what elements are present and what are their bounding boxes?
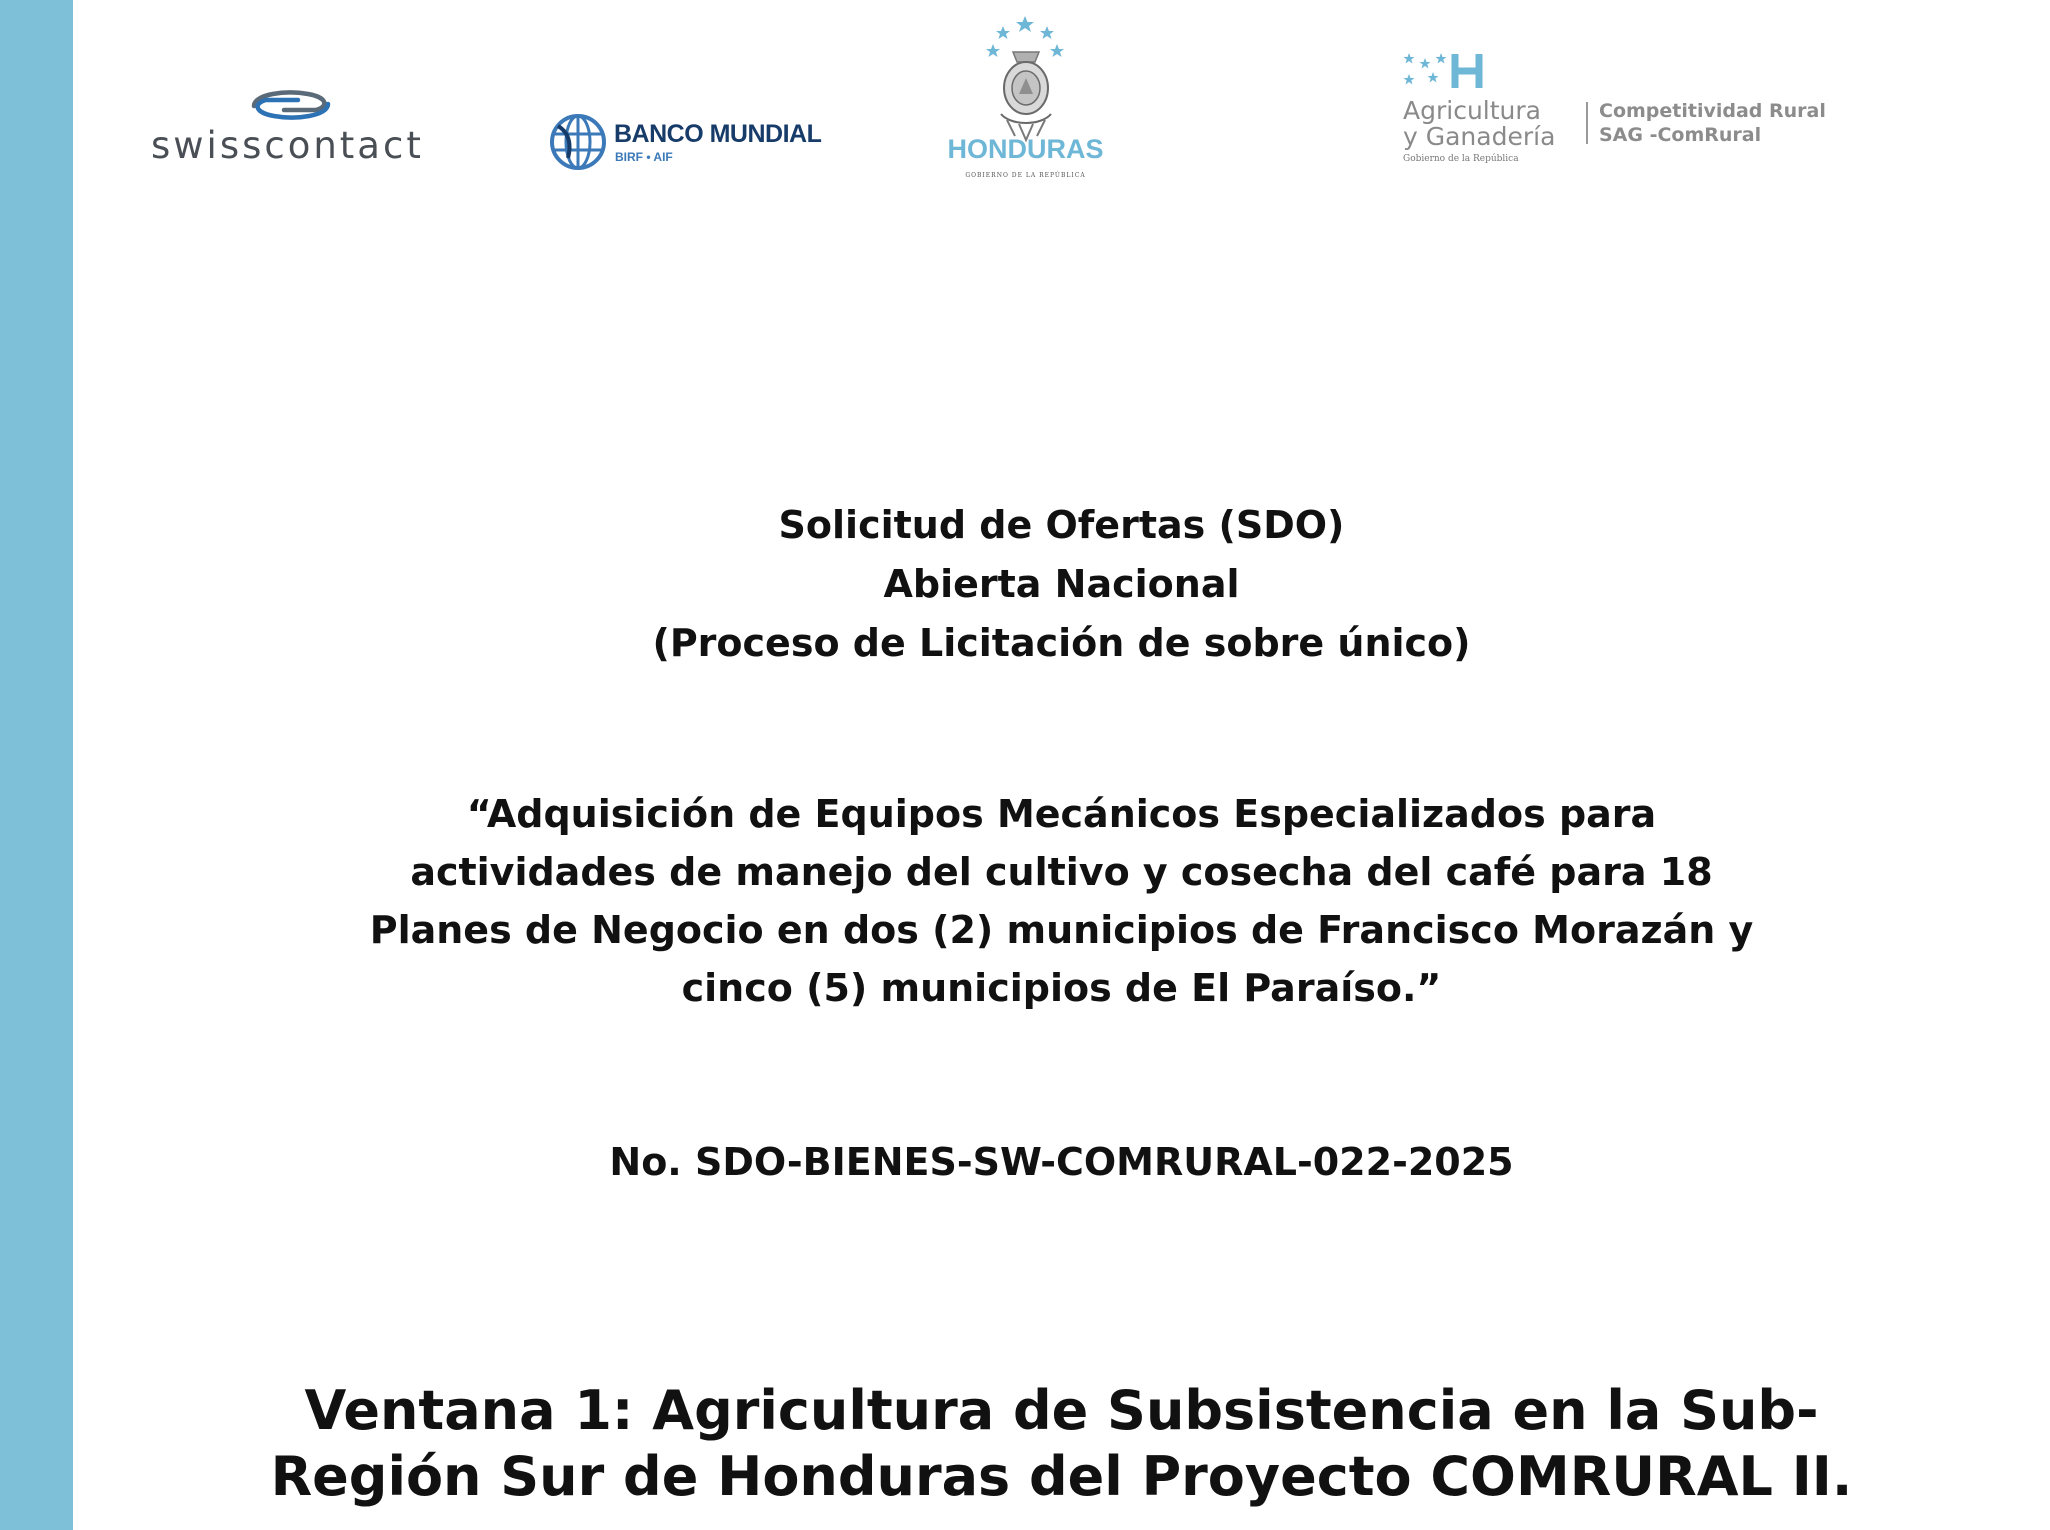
reference-number: No. SDO-BIENES-SW-COMRURAL-022-2025	[609, 1140, 1514, 1184]
sag-line-2: y Ganadería	[1403, 122, 1556, 151]
sag-line-1: Agricultura	[1403, 96, 1541, 125]
heading-line: Abierta Nacional	[883, 562, 1240, 606]
description-line: Planes de Negocio en dos (2) municipios de Francisco Morazán y	[369, 908, 1754, 952]
stars-h-icon	[1403, 50, 1488, 92]
procurement-description	[73, 785, 2050, 1017]
window-title	[73, 1378, 2050, 1510]
swisscontact-wordmark: swisscontact	[151, 124, 424, 167]
banco-mundial-subtitle: BIRF • AIF	[615, 150, 673, 164]
heading-line: (Proceso de Licitación de sobre único)	[652, 621, 1471, 665]
sag-program-line-1: Competitividad Rural	[1599, 100, 1826, 122]
banco-mundial-logo	[548, 108, 858, 178]
description-line: “Adquisición de Equipos Mecánicos Especializados para	[466, 792, 1657, 836]
globe-icon	[548, 112, 608, 172]
sag-program-line-2: SAG -ComRural	[1599, 124, 1762, 146]
window-line: Ventana 1: Agricultura de Subsistencia en la Sub-	[304, 1379, 1819, 1442]
description-line: actividades de manejo del cultivo y cosecha del café para 18	[410, 850, 1713, 894]
swisscontact-logo	[151, 88, 431, 178]
swisscontact-swirl-icon	[246, 88, 336, 122]
side-accent-bar	[0, 0, 73, 1530]
sag-comrural-logo	[1403, 50, 1983, 175]
honduras-subtitle: GOBIERNO DE LA REPÚBLICA	[965, 172, 1086, 179]
description-line: cinco (5) municipios de El Paraíso.”	[681, 966, 1442, 1010]
sag-divider	[1586, 102, 1588, 144]
document-heading	[73, 496, 2050, 673]
honduras-logo	[933, 14, 1118, 184]
heading-line: Solicitud de Ofertas (SDO)	[778, 503, 1345, 547]
coat-of-arms-icon	[995, 40, 1057, 145]
honduras-name: HONDURAS	[947, 134, 1104, 164]
sag-gobierno: Gobierno de la República	[1403, 154, 1519, 164]
banco-mundial-name: BANCO MUNDIAL	[614, 120, 822, 148]
document-page	[73, 0, 2050, 1530]
window-line: Región Sur de Honduras del Proyecto COMRURAL II.	[270, 1445, 1853, 1508]
